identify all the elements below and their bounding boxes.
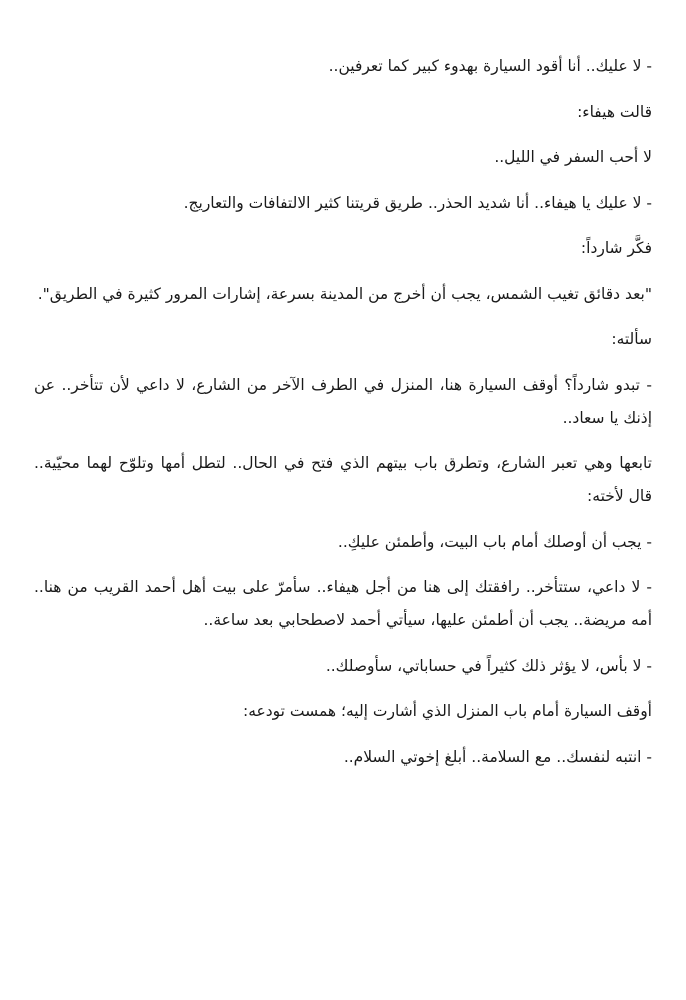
paragraph-8: - تبدو شارداً؟ أوقف السيارة هنا، المنزل في الطرف الآخر من الشارع، لا داعي لأن تتأخر.. عن إذنك يا سعاد.. [34,375,652,427]
paragraph-1: - لا عليك.. أنا أقود السيارة بهدوء كبير كما تعرفين.. [328,57,652,75]
document-page [34,0,652,1000]
paragraph-14: - انتبه لنفسك.. مع السلامة.. أبلغ إخوتي السلام.. [343,747,652,766]
paragraph-9: تابعها وهي تعبر الشارع، وتطرق باب بيتهم الذي فتح في الحال.. لتطل أمها وتلوّح لهما محيّية.. قال لأخته: [34,454,652,505]
paragraph-11: - لا داعي، ستتأخر.. رافقتك إلى هنا من أجل هيفاء.. سأمرّ على بيت أهل أحمد القريب من هنا.. أمه مريضة.. يجب أن أطمئن عليها، سيأتي أحمد لاصطحابي بعد ساعة.. [34,578,652,629]
paragraph-12: - لا بأس، لا يؤثر ذلك كثيراً في حساباتي، سأوصلك.. [325,656,652,675]
paragraph-3: لا أحب السفر في الليل.. [494,148,652,166]
paragraph-10: - يجب أن أوصلك أمام باب البيت، وأطمئن عليكِ.. [337,532,652,551]
paragraph-7: سألته: [611,330,652,348]
paragraph-6: "بعد دقائق تغيب الشمس، يجب أن أخرج من المدينة بسرعة، إشارات المرور كثيرة في الطريق". [37,284,652,303]
paragraph-13: أوقف السيارة أمام باب المنزل الذي أشارت إليه؛ همست تودعه: [242,702,652,720]
paragraph-2: قالت هيفاء: [577,102,652,121]
paragraph-5: فكَّر شارداً: [580,239,652,257]
paragraph-4: - لا عليك يا هيفاء.. أنا شديد الحذر.. طريق قريتنا كثير الالتفافات والتعاريج. [183,193,652,212]
